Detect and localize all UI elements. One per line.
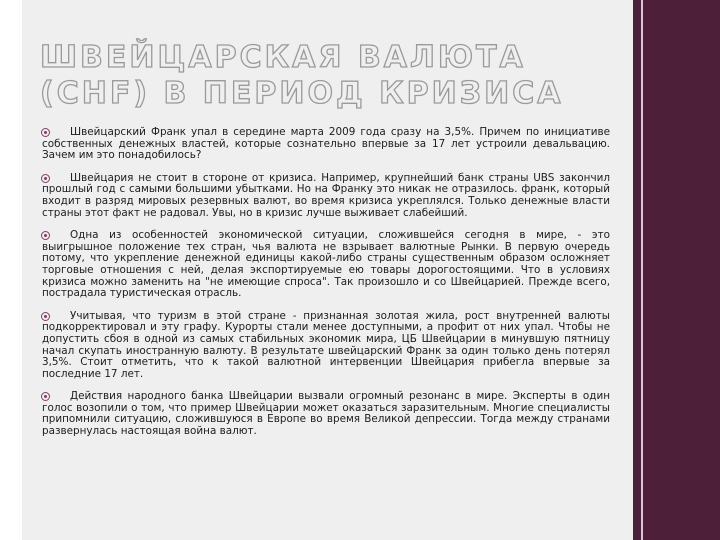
sidebar-band: [633, 0, 720, 540]
bullet-text: Швейцарский Франк упал в середине марта 2009 года сразу на 3,5%. Причем по инициативе собственных денежных властей, которые сознательно впервые за 17 лет устроили девальвацию. Зачем им это понадобилось?: [42, 126, 610, 162]
bullet-item: [42, 127, 610, 162]
slide-title: ШВЕЙЦАРСКАЯ ВАЛЮТА (CHF) В ПЕРИОД КРИЗИСА: [40, 40, 564, 111]
bullet-item: [42, 173, 610, 219]
bullet-text: Учитывая, что туризм в этой стране - признанная золотая жила, рост внутренней валюты подкорректировал и эту графу. Курорты стали менее доступными, а профит от них упал. Чтобы не допустить сбоя в одной из самых стабильных экономик мира, ЦБ Швейцарии в минувшую пятницу начал скупать иностранную валюту. В результате швейцарский Франк за один только день потерял 3,5%. Стоит отметить, что к такой валютной интервенции Швейцария прибегла впервые за последние 17 лет.: [42, 309, 610, 380]
bullet-icon: [41, 174, 50, 183]
bullet-text: Швейцария не стоит в стороне от кризиса. Например, крупнейший банк страны UBS закончил прошлый год с самыми большими убытками. Но на Франку это никак не отразилось. франк, который входит в разряд мировых резервных валют, во время кризиса укреплялся. Только денежные власти страны этот факт не радовал. Увы, но в кризис лучше выживает слабейший.: [42, 171, 610, 219]
bullet-list: [42, 127, 610, 449]
bullet-icon: [41, 312, 50, 321]
bullet-item: [42, 391, 610, 437]
sidebar-edge-line: [641, 0, 643, 540]
bullet-icon: [41, 128, 50, 137]
bullet-item: [42, 230, 610, 300]
bullet-text: Действия народного банка Швейцарии вызвали огромный резонанс в мире. Эксперты в один голос возопили о том, что пример Швейцарии может оказаться заразительным. Многие специалисты припомнили ситуацию, сложившуюся в Европе во время Великой депрессии. Тогда между странами развернулась настоящая война валют.: [42, 390, 610, 438]
bullet-text: Одна из особенностей экономической ситуации, сложившейся сегодня в мире, - это выигрышное положение тех стран, чья валюта не взрывает валютные Рынки. В первую очередь потому, что укрепление денежной единицы какой-либо страны существенным образом осложняет торговые отношения с ней, делая экспортируемые ею товары дорогостоящими. Что в условиях кризиса можно заменить на "не имеющие спроса". Так произошло и со Швейцарией. Прежде всего, пострадала туристическая отрасль.: [42, 229, 610, 300]
bullet-item: [42, 311, 610, 381]
